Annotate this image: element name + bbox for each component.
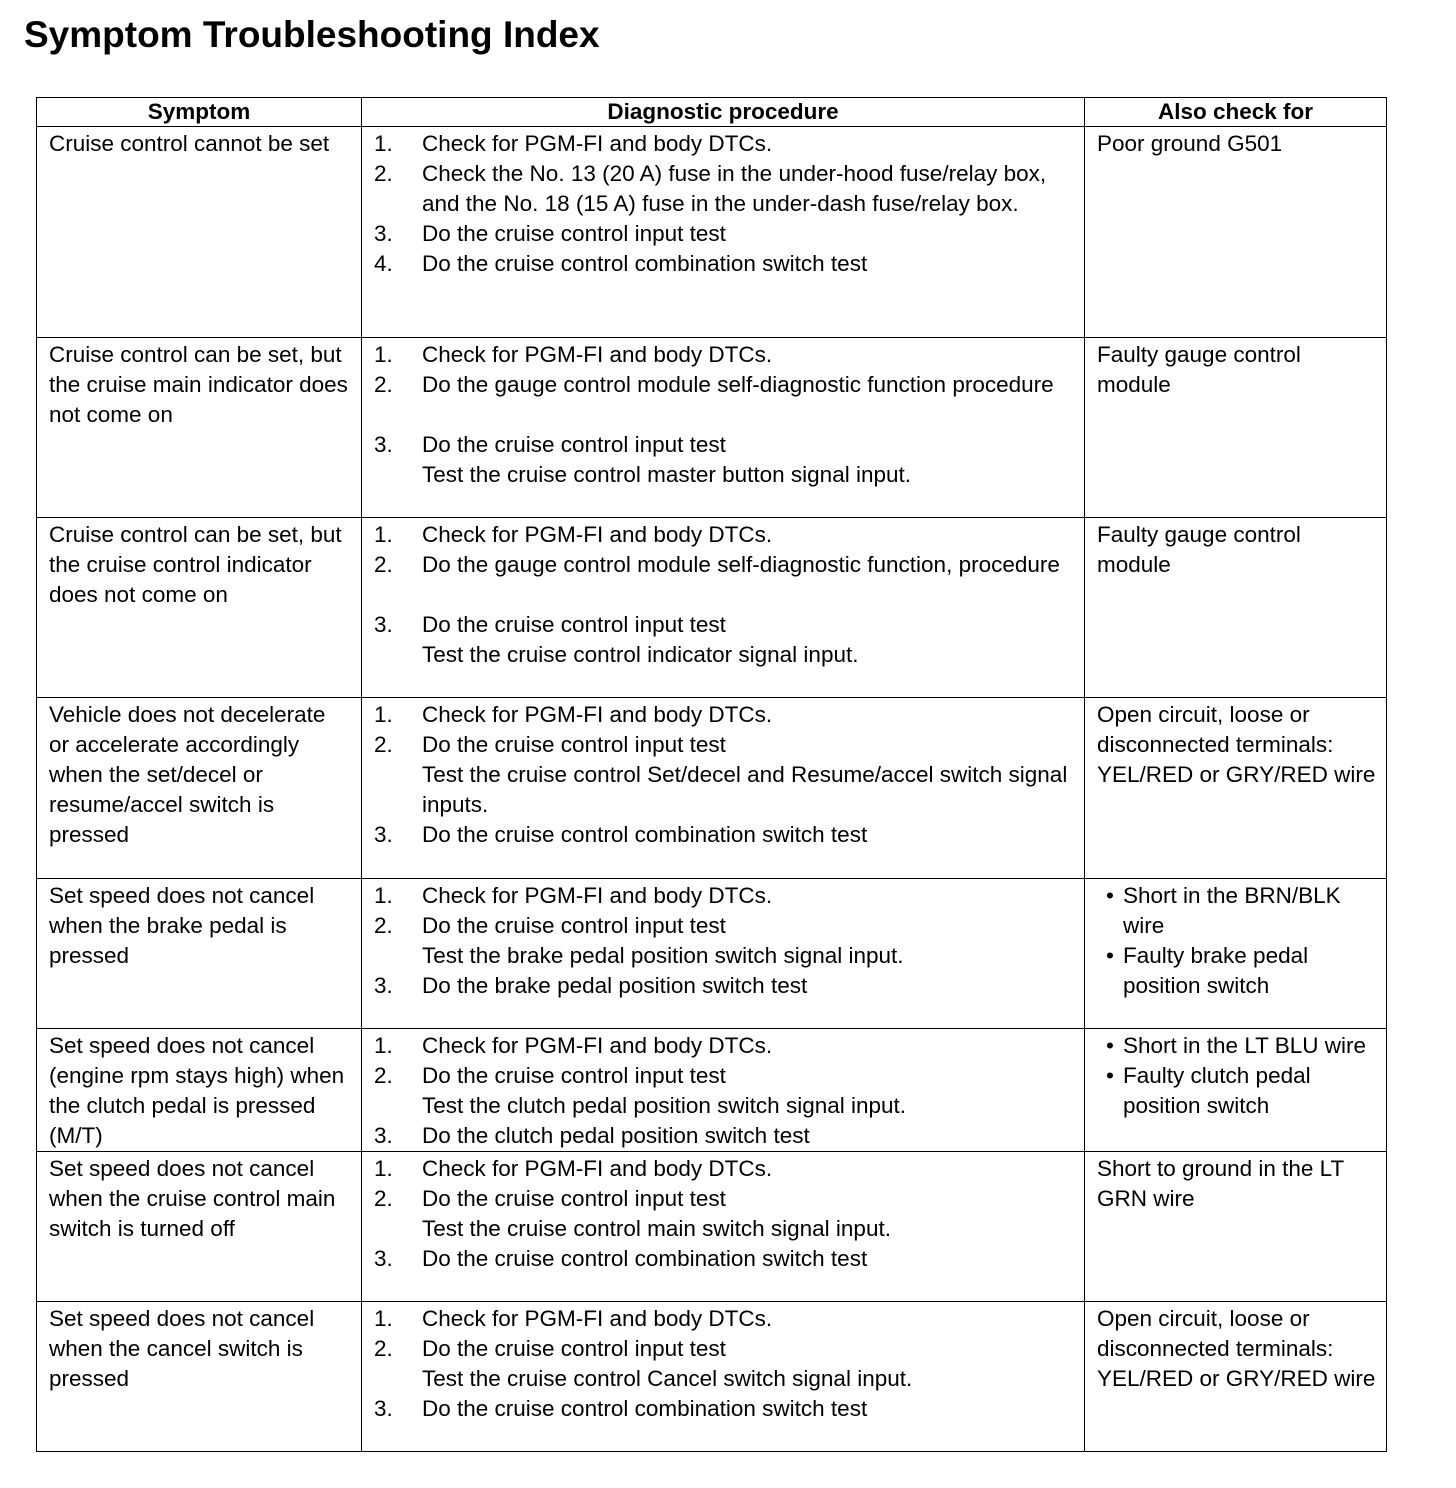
procedure-cell bbox=[362, 127, 1085, 338]
spacer bbox=[374, 400, 1074, 430]
table-row bbox=[37, 879, 1387, 1029]
procedure-step bbox=[374, 911, 1074, 941]
table-row bbox=[37, 338, 1387, 518]
procedure-step bbox=[374, 1184, 1074, 1214]
procedure-cell bbox=[362, 518, 1085, 698]
also-check-cell: Open circuit, loose or disconnected terminals: YEL/RED or GRY/RED wire bbox=[1085, 698, 1387, 879]
step-number: 2. bbox=[374, 372, 393, 397]
procedure-step bbox=[374, 370, 1074, 400]
step-text: Do the cruise control combination switch test bbox=[422, 822, 868, 847]
procedure-step bbox=[374, 430, 1074, 460]
procedure-step bbox=[374, 1244, 1074, 1274]
step-number: 1. bbox=[374, 522, 393, 547]
step-number: 2. bbox=[374, 1186, 393, 1211]
bullet-icon: • bbox=[1106, 943, 1114, 968]
header-diagnostic-procedure: Diagnostic procedure bbox=[362, 98, 1085, 127]
procedure-step bbox=[374, 1154, 1074, 1184]
table-row bbox=[37, 1152, 1387, 1302]
procedure-step bbox=[374, 700, 1074, 730]
procedure-step bbox=[374, 820, 1074, 850]
procedure-step bbox=[374, 1121, 1074, 1151]
symptom-cell: Set speed does not cancel (engine rpm stays high) when the clutch pedal is pressed (M/T) bbox=[37, 1029, 362, 1152]
procedure-cell bbox=[362, 1302, 1085, 1452]
step-note: Test the cruise control Set/decel and Resume/accel switch signal inputs. bbox=[422, 762, 1068, 817]
procedure-step bbox=[374, 340, 1074, 370]
step-text: Do the cruise control input test bbox=[422, 1186, 726, 1211]
procedure-step bbox=[374, 249, 1074, 279]
step-number: 3. bbox=[374, 822, 393, 847]
step-text: Check for PGM-FI and body DTCs. bbox=[422, 342, 773, 367]
bullet-icon: • bbox=[1106, 1063, 1114, 1088]
procedure-step bbox=[374, 219, 1074, 249]
also-check-cell bbox=[1085, 1029, 1387, 1152]
step-number: 1. bbox=[374, 702, 393, 727]
procedure-cell bbox=[362, 698, 1085, 879]
symptom-cell: Set speed does not cancel when the cancel switch is pressed bbox=[37, 1302, 362, 1452]
step-number: 2. bbox=[374, 1336, 393, 1361]
bullet-item bbox=[1097, 1031, 1376, 1061]
procedure-step bbox=[374, 610, 1074, 640]
step-note: Test the cruise control indicator signal input. bbox=[422, 642, 859, 667]
step-number: 3. bbox=[374, 432, 393, 457]
procedure-step bbox=[374, 730, 1074, 760]
step-text: Check for PGM-FI and body DTCs. bbox=[422, 1033, 773, 1058]
also-check-cell: Poor ground G501 bbox=[1085, 127, 1387, 338]
step-number: 2. bbox=[374, 732, 393, 757]
spacer bbox=[374, 580, 1074, 610]
table-row bbox=[37, 1029, 1387, 1152]
step-text: Do the brake pedal position switch test bbox=[422, 973, 808, 998]
step-text: Check for PGM-FI and body DTCs. bbox=[422, 1156, 773, 1181]
step-text: Check for PGM-FI and body DTCs. bbox=[422, 883, 773, 908]
table-row bbox=[37, 518, 1387, 698]
procedure-step bbox=[374, 159, 1074, 219]
bullet-icon: • bbox=[1106, 883, 1114, 908]
table-row bbox=[37, 698, 1387, 879]
bullet-item bbox=[1097, 881, 1376, 941]
step-number: 2. bbox=[374, 161, 393, 186]
step-note: Test the cruise control master button signal input. bbox=[422, 462, 912, 487]
step-number: 1. bbox=[374, 1033, 393, 1058]
procedure-step bbox=[374, 1031, 1074, 1061]
step-number: 3. bbox=[374, 612, 393, 637]
also-check-cell: Faulty gauge control module bbox=[1085, 338, 1387, 518]
procedure-step bbox=[374, 129, 1074, 159]
step-note: Test the brake pedal position switch signal input. bbox=[422, 943, 904, 968]
symptom-cell: Set speed does not cancel when the cruise control main switch is turned off bbox=[37, 1152, 362, 1302]
step-text: Do the gauge control module self-diagnostic function procedure bbox=[422, 372, 1054, 397]
step-note: Test the cruise control Cancel switch signal input. bbox=[422, 1366, 913, 1391]
bullet-text: Short in the LT BLU wire bbox=[1123, 1033, 1367, 1058]
procedure-step bbox=[374, 1394, 1074, 1424]
step-number: 1. bbox=[374, 883, 393, 908]
step-number: 2. bbox=[374, 552, 393, 577]
also-check-cell: Short to ground in the LT GRN wire bbox=[1085, 1152, 1387, 1302]
step-text: Check for PGM-FI and body DTCs. bbox=[422, 131, 773, 156]
step-text: Do the cruise control input test bbox=[422, 732, 726, 757]
step-text: Do the gauge control module self-diagnostic function, procedure bbox=[422, 552, 1060, 577]
also-check-cell bbox=[1085, 879, 1387, 1029]
step-text: Do the cruise control combination switch test bbox=[422, 251, 868, 276]
step-number: 1. bbox=[374, 131, 393, 156]
step-note: Test the clutch pedal position switch signal input. bbox=[422, 1093, 907, 1118]
bullet-item bbox=[1097, 941, 1376, 1001]
symptom-cell: Set speed does not cancel when the brake pedal is pressed bbox=[37, 879, 362, 1029]
procedure-step bbox=[374, 881, 1074, 911]
step-number: 3. bbox=[374, 1396, 393, 1421]
procedure-step bbox=[374, 1061, 1074, 1091]
procedure-step bbox=[374, 1304, 1074, 1334]
step-number: 1. bbox=[374, 1306, 393, 1331]
procedure-step bbox=[374, 550, 1074, 580]
symptom-cell: Cruise control can be set, but the cruise control indicator does not come on bbox=[37, 518, 362, 698]
procedure-step bbox=[374, 520, 1074, 550]
table-header-row bbox=[37, 98, 1387, 127]
step-number: 2. bbox=[374, 1063, 393, 1088]
symptom-cell: Cruise control can be set, but the cruise main indicator does not come on bbox=[37, 338, 362, 518]
step-number: 3. bbox=[374, 1246, 393, 1271]
step-text: Do the cruise control input test bbox=[422, 913, 726, 938]
step-text: Check for PGM-FI and body DTCs. bbox=[422, 702, 773, 727]
step-text: Do the cruise control input test bbox=[422, 1063, 726, 1088]
procedure-cell bbox=[362, 1152, 1085, 1302]
also-check-cell: Open circuit, loose or disconnected terminals: YEL/RED or GRY/RED wire bbox=[1085, 1302, 1387, 1452]
step-text: Do the cruise control input test bbox=[422, 432, 726, 457]
step-number: 1. bbox=[374, 1156, 393, 1181]
troubleshooting-table bbox=[36, 97, 1387, 1452]
procedure-cell bbox=[362, 879, 1085, 1029]
bullet-icon: • bbox=[1106, 1033, 1114, 1058]
procedure-cell bbox=[362, 338, 1085, 518]
symptom-cell: Cruise control cannot be set bbox=[37, 127, 362, 338]
table-body bbox=[37, 127, 1387, 1452]
symptom-cell: Vehicle does not decelerate or accelerate accordingly when the set/decel or resume/accel switch is pressed bbox=[37, 698, 362, 879]
step-text: Do the cruise control combination switch test bbox=[422, 1396, 868, 1421]
step-number: 3. bbox=[374, 1123, 393, 1148]
bullet-item bbox=[1097, 1061, 1376, 1121]
bullet-text: Faulty brake pedal position switch bbox=[1123, 943, 1309, 998]
step-number: 4. bbox=[374, 251, 393, 276]
step-text: Do the cruise control input test bbox=[422, 1336, 726, 1361]
procedure-cell bbox=[362, 1029, 1085, 1152]
step-text: Do the cruise control input test bbox=[422, 221, 726, 246]
step-text: Check for PGM-FI and body DTCs. bbox=[422, 522, 773, 547]
header-symptom: Symptom bbox=[37, 98, 362, 127]
bullet-text: Faulty clutch pedal position switch bbox=[1123, 1063, 1311, 1118]
also-check-cell: Faulty gauge control module bbox=[1085, 518, 1387, 698]
page-title: Symptom Troubleshooting Index bbox=[24, 14, 600, 55]
step-text: Check the No. 13 (20 A) fuse in the under-hood fuse/relay box, and the No. 18 (15 A) fuse in the under-dash fuse/relay box. bbox=[422, 161, 1047, 216]
table-row bbox=[37, 1302, 1387, 1452]
step-number: 1. bbox=[374, 342, 393, 367]
step-text: Do the cruise control combination switch test bbox=[422, 1246, 868, 1271]
procedure-step bbox=[374, 971, 1074, 1001]
step-text: Do the cruise control input test bbox=[422, 612, 726, 637]
step-text: Do the clutch pedal position switch test bbox=[422, 1123, 810, 1148]
step-text: Check for PGM-FI and body DTCs. bbox=[422, 1306, 773, 1331]
step-number: 3. bbox=[374, 221, 393, 246]
step-number: 2. bbox=[374, 913, 393, 938]
procedure-step bbox=[374, 1334, 1074, 1364]
table-row bbox=[37, 127, 1387, 338]
step-note: Test the cruise control main switch signal input. bbox=[422, 1216, 891, 1241]
bullet-text: Short in the BRN/BLK wire bbox=[1123, 883, 1341, 938]
header-also-check-for: Also check for bbox=[1085, 98, 1387, 127]
step-number: 3. bbox=[374, 973, 393, 998]
